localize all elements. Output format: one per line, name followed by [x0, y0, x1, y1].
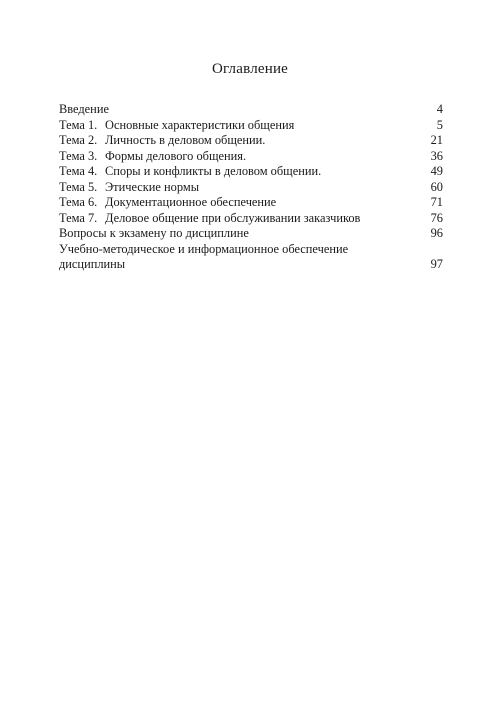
toc-entry-topic-3: [59, 149, 443, 165]
toc-entry-text: Основные характеристики общения: [105, 117, 295, 132]
toc-entry-number: Тема 3.: [59, 148, 98, 163]
toc-entry-number: Тема 4.: [59, 164, 98, 178]
toc-entry-topic-1: [59, 118, 443, 134]
toc-entry-text: Формы делового общения.: [105, 148, 247, 163]
toc-entry-number: Тема 6.: [59, 195, 98, 209]
toc-entry-topic-7: [59, 211, 443, 227]
toc-entry-text-line-1: Учебно-методическое и информационное обеспечение: [59, 241, 349, 256]
toc-entry-number: Тема 5.: [59, 179, 98, 194]
toc-entry-text: Документационное обеспечение: [105, 195, 277, 209]
toc-entry-page: 96: [430, 226, 443, 240]
toc-entry-page: 60: [430, 179, 443, 194]
toc-entry-number: Тема 7.: [59, 210, 98, 225]
toc-entry-text: Введение: [59, 102, 109, 116]
toc-entry-number: Тема 2.: [59, 133, 98, 147]
toc-entry-number: Тема 1.: [59, 117, 98, 132]
toc-entry-page: 21: [430, 133, 443, 147]
toc-entry-methodological-support-cont: [59, 257, 443, 273]
toc-entry-text: Вопросы к экзамену по дисциплине: [59, 226, 249, 240]
toc-entry-page: 36: [430, 148, 443, 163]
toc-entry-page: 97: [430, 257, 443, 271]
toc-entry-intro: [59, 102, 443, 118]
toc-entry-exam-questions: [59, 226, 443, 242]
toc-entry-text-line-2: дисциплины: [59, 257, 126, 271]
toc-entry-text: Споры и конфликты в деловом общении.: [105, 164, 322, 178]
toc-entry-text: Деловое общение при обслуживании заказчиков: [105, 210, 361, 225]
toc-entry-page: 76: [430, 210, 443, 225]
toc-entry-topic-2: [59, 133, 443, 149]
toc-entry-page: 49: [430, 164, 443, 178]
toc-entry-topic-6: [59, 195, 443, 211]
toc-entry-methodological-support: [59, 242, 443, 258]
toc-entry-page: 5: [436, 117, 443, 132]
toc-entry-topic-5: [59, 180, 443, 196]
toc-entry-page: 4: [436, 102, 443, 116]
page-title: Оглавление: [211, 61, 289, 77]
toc-entry-topic-4: [59, 164, 443, 180]
toc-entry-page: 71: [430, 195, 443, 209]
table-of-contents: [59, 102, 443, 273]
toc-entry-text: Этические нормы: [105, 179, 200, 194]
toc-entry-text: Личность в деловом общении.: [105, 133, 266, 147]
